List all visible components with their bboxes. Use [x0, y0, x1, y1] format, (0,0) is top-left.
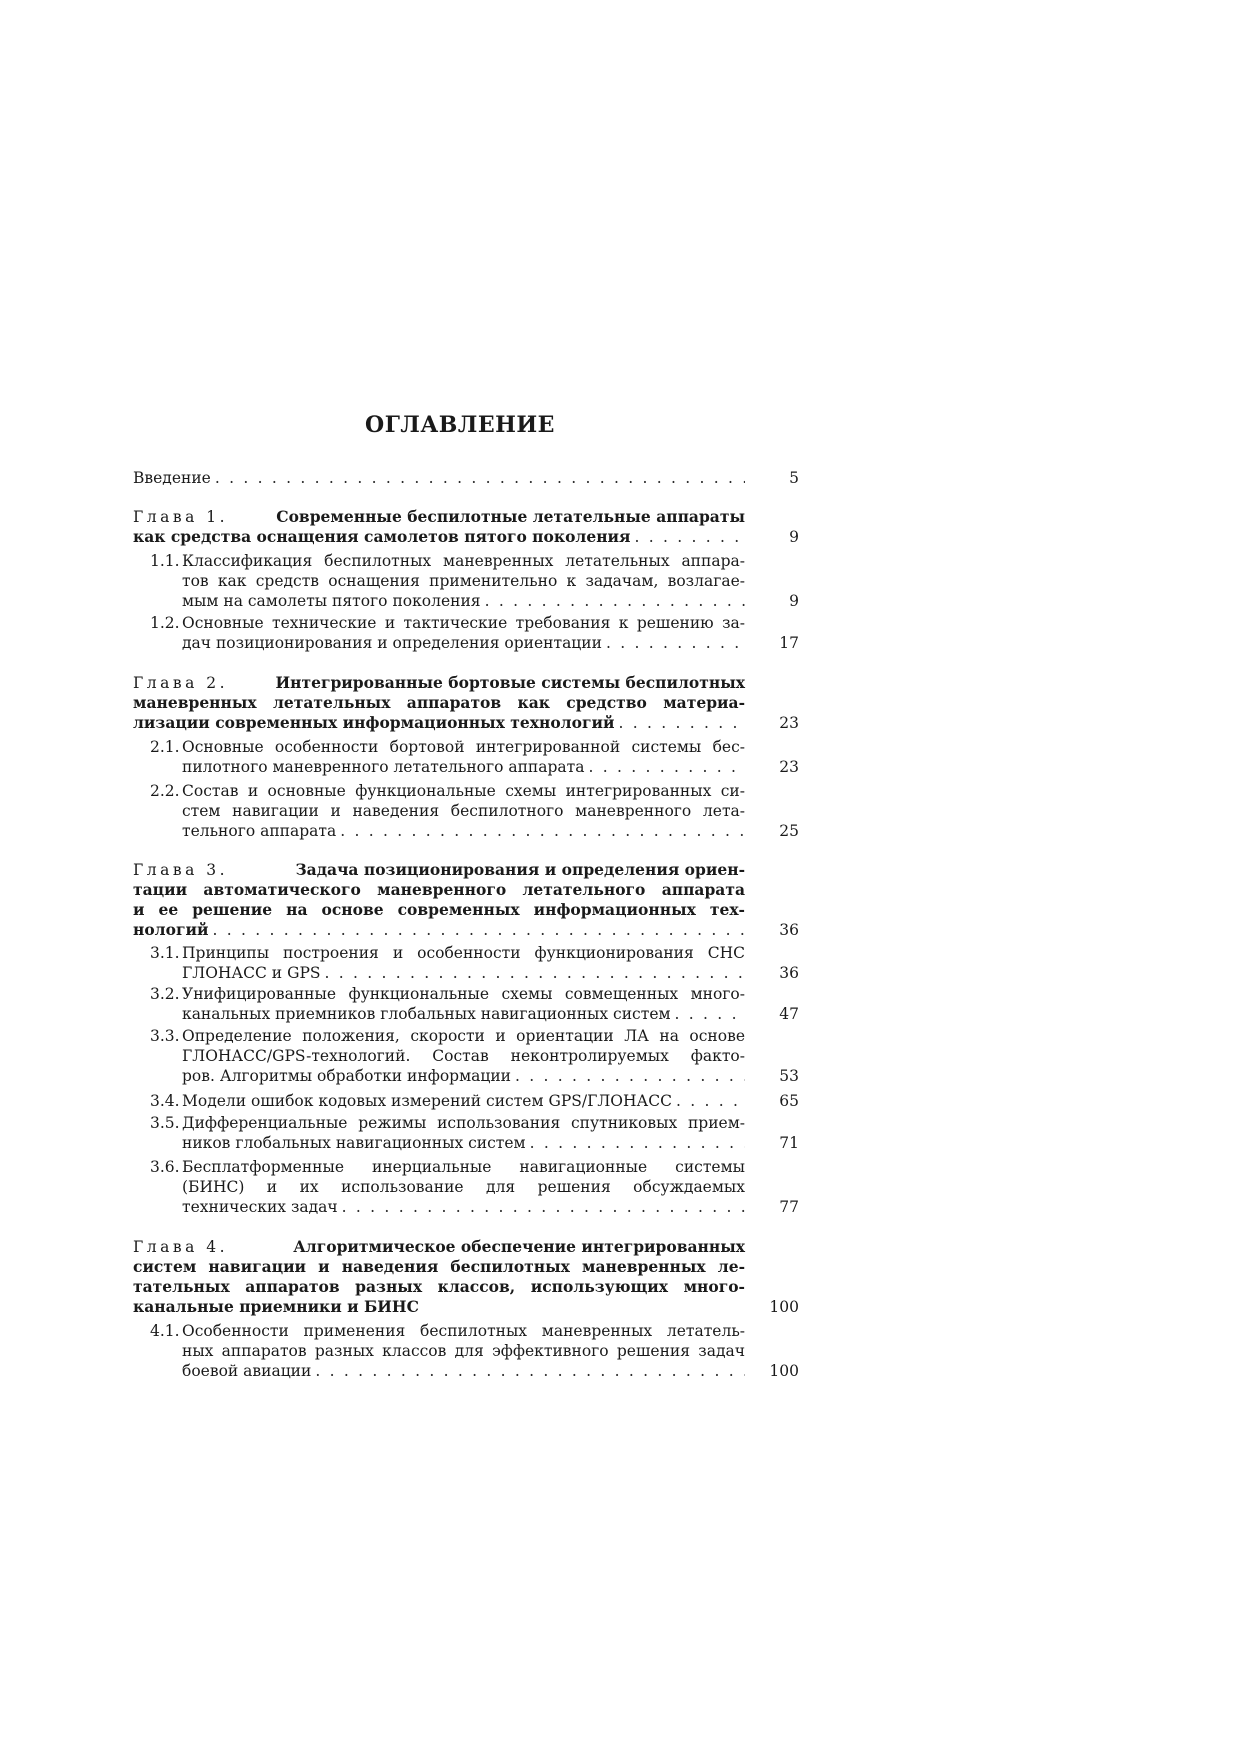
- section-title-line: ров. Алгоритмы обработки информации: [182, 1067, 512, 1085]
- chapter-title-line: канальные приемники и БИНС: [133, 1297, 419, 1316]
- chapter-3-heading: [133, 860, 745, 880]
- chapter-prefix: Глава 2.: [133, 674, 229, 692]
- section-title-line: технических задач: [182, 1198, 338, 1216]
- section-page: 53: [779, 1067, 799, 1085]
- section-title-line: ных аппаратов разных классов для эффективного решения задач: [182, 1342, 745, 1360]
- chapter-title-line: маневренных летательных аппаратов как средство материа-: [133, 693, 745, 712]
- leader-dots: [526, 1133, 745, 1153]
- leader-dots: [208, 920, 745, 940]
- section-page: 47: [779, 1005, 799, 1023]
- section-title-line: Особенности применения беспилотных маневренных летатель-: [182, 1322, 745, 1340]
- chapter-2-page: 23: [779, 714, 799, 732]
- toc-entry-label: Введение: [133, 469, 211, 487]
- toc-entry-page: 5: [789, 469, 799, 487]
- chapter-prefix: Глава 3.: [133, 861, 229, 879]
- section-number: 1.2.: [150, 614, 180, 632]
- chapter-2-heading-cont: [133, 713, 745, 733]
- section-1-2-last-line: [182, 633, 745, 653]
- leader-dots: [511, 1066, 745, 1086]
- chapter-2-heading: [133, 673, 745, 693]
- chapter-1-page: 9: [789, 528, 799, 546]
- section-4-1-last-line: [182, 1361, 745, 1381]
- section-1-1-last-line: [182, 591, 745, 611]
- section-number: 3.6.: [150, 1158, 180, 1176]
- section-number: 3.4.: [150, 1092, 180, 1110]
- section-number: 3.5.: [150, 1114, 180, 1132]
- section-number: 3.3.: [150, 1027, 180, 1045]
- toc-entry-intro: [133, 468, 745, 488]
- section-3-2-last-line: [182, 1004, 745, 1024]
- section-number: 2.1.: [150, 738, 180, 756]
- section-title-line: тельного аппарата: [182, 822, 337, 840]
- leader-dots: [321, 963, 746, 983]
- section-title-line: (БИНС) и их использование для решения обсуждаемых: [182, 1178, 745, 1196]
- section-3-3-last-line: [182, 1066, 745, 1086]
- chapter-4-heading: [133, 1237, 745, 1257]
- section-title-line: пилотного маневренного летательного аппарата: [182, 758, 585, 776]
- section-2-1-last-line: [182, 757, 745, 777]
- section-title-line: ГЛОНАСС/GPS-технологий. Состав неконтролируемых факто-: [182, 1047, 745, 1065]
- chapter-title-line: Интегрированные бортовые системы беспилотных: [275, 673, 745, 692]
- leader-dots: [630, 527, 745, 547]
- section-page: 77: [779, 1198, 799, 1216]
- chapter-4-page: 100: [769, 1298, 799, 1316]
- leader-dots: [481, 591, 745, 611]
- chapter-prefix: Глава 1.: [133, 508, 229, 526]
- leader-dots: [614, 713, 745, 733]
- chapter-title-line: нологий: [133, 920, 209, 939]
- section-number: 3.1.: [150, 944, 180, 962]
- section-title-line: Определение положения, скорости и ориентации ЛА на основе: [182, 1027, 745, 1045]
- section-page: 9: [789, 592, 799, 610]
- leader-dots: [585, 757, 746, 777]
- section-title-line: канальных приемников глобальных навигационных систем: [182, 1005, 671, 1023]
- section-number: 1.1.: [150, 552, 180, 570]
- section-title-line: Бесплатформенные инерциальные навигационные системы: [182, 1158, 745, 1176]
- chapter-title-line: Алгоритмическое обеспечение интегрированных: [293, 1237, 745, 1256]
- chapter-3-page: 36: [779, 921, 799, 939]
- chapter-title-line: тации автоматического маневренного летательного аппарата: [133, 880, 745, 899]
- chapter-title-line: Задача позиционирования и определения ориен-: [295, 860, 745, 879]
- section-page: 71: [779, 1134, 799, 1152]
- chapter-1-heading: [133, 507, 745, 527]
- section-3-6-last-line: [182, 1197, 745, 1217]
- chapter-title-line: как средства оснащения самолетов пятого поколения: [133, 527, 631, 546]
- section-title-line: ников глобальных навигационных систем: [182, 1134, 526, 1152]
- section-title-line: стем навигации и наведения беспилотного маневренного лета-: [182, 802, 745, 820]
- leader-dots: [671, 1004, 745, 1024]
- section-3-5-last-line: [182, 1133, 745, 1153]
- leader-dots: [602, 633, 745, 653]
- section-page: 65: [779, 1092, 799, 1110]
- section-page: 25: [779, 822, 799, 840]
- chapter-title-line: лизации современных информационных технологий: [133, 713, 615, 732]
- section-3-1-last-line: [182, 963, 745, 983]
- leader-dots: [311, 1361, 745, 1381]
- leader-dots: [672, 1091, 745, 1111]
- section-number: 2.2.: [150, 782, 180, 800]
- leader-dots: [338, 1197, 745, 1217]
- section-title-line: боевой авиации: [182, 1362, 312, 1380]
- section-page: 23: [779, 758, 799, 776]
- section-page: 17: [779, 634, 799, 652]
- section-title-line: Классификация беспилотных маневренных летательных аппара-: [182, 552, 745, 570]
- section-number: 4.1.: [150, 1322, 180, 1340]
- chapter-3-heading-cont: [133, 920, 745, 940]
- section-page: 36: [779, 964, 799, 982]
- section-title-line: Унифицированные функциональные схемы совмещенных много-: [182, 985, 745, 1003]
- section-title-line: дач позиционирования и определения ориентации: [182, 634, 602, 652]
- chapter-1-heading-cont: [133, 527, 745, 547]
- section-title-line: Принципы построения и особенности функционирования СНС: [182, 944, 745, 962]
- section-title-line: Основные технические и тактические требования к решению за-: [182, 614, 745, 632]
- section-title-line: ГЛОНАСС и GPS: [182, 964, 321, 982]
- section-title-line: Основные особенности бортовой интегрированной системы бес-: [182, 738, 745, 756]
- section-title-line: мым на самолеты пятого поколения: [182, 592, 481, 610]
- section-number: 3.2.: [150, 985, 180, 1003]
- section-title-line: Модели ошибок кодовых измерений систем GPS/ГЛОНАСС: [182, 1092, 672, 1110]
- toc-title: ОГЛАВЛЕНИЕ: [365, 412, 555, 438]
- chapter-title-line: систем навигации и наведения беспилотных маневренных ле-: [133, 1257, 745, 1276]
- chapter-title-line: Современные беспилотные летательные аппараты: [276, 507, 745, 526]
- section-2-2-last-line: [182, 821, 745, 841]
- section-title-line: Дифференциальные режимы использования спутниковых прием-: [182, 1114, 745, 1132]
- chapter-prefix: Глава 4.: [133, 1238, 229, 1256]
- leader-dots: [211, 468, 745, 488]
- section-3-4-line: [182, 1091, 745, 1111]
- section-page: 100: [769, 1362, 799, 1380]
- chapter-title-line: и ее решение на основе современных информационных тех-: [133, 900, 745, 919]
- section-title-line: тов как средств оснащения применительно к задачам, возлагае-: [182, 572, 745, 590]
- chapter-title-line: тательных аппаратов разных классов, использующих много-: [133, 1277, 745, 1296]
- section-title-line: Состав и основные функциональные схемы интегрированных си-: [182, 782, 745, 800]
- leader-dots: [336, 821, 745, 841]
